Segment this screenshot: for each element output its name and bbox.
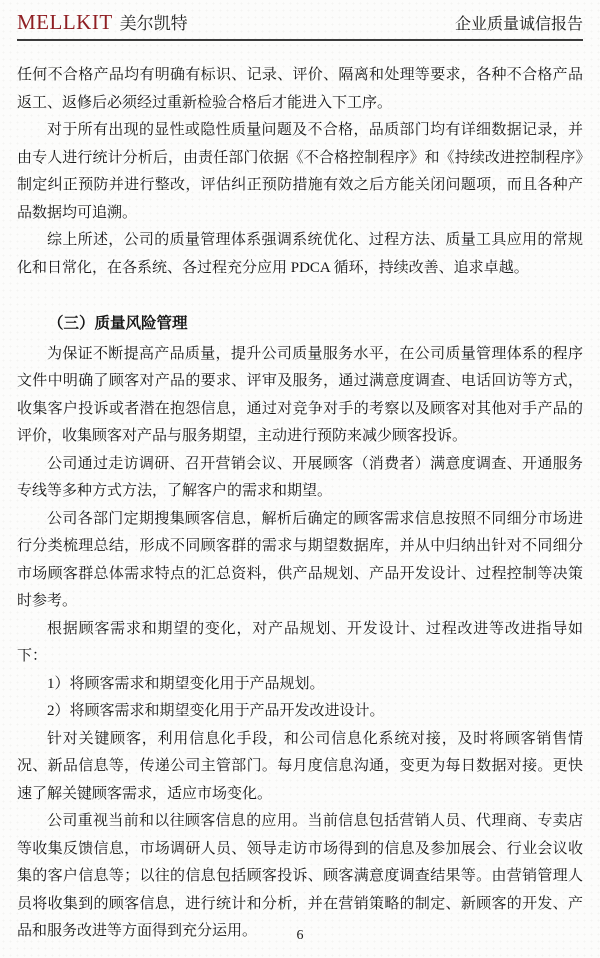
paragraph: 根据顾客需求和期望的变化，对产品规划、开发设计、过程改进等改进指导如下： bbox=[17, 620, 583, 664]
paragraph: 针对关键顾客，利用信息化手段，和公司信息化系统对接，及时将顾客销售情况、新品信息等，传递公司主管部门。每月度信息沟通，变更为每日数据对接。更快速了解关键顾客需求，适应市场变化。 bbox=[17, 730, 583, 802]
paragraph: 任何不合格产品均有明确有标识、记录、评价、隔离和处理等要求，各种不合格产品返工、返修后必须经过重新检验合格后才能进入下工序。 bbox=[17, 67, 583, 111]
section-heading: （三）质量风险管理 bbox=[48, 315, 188, 332]
paragraph: 对于所有出现的显性或隐性质量问题及不合格，品质部门均有详细数据记录，并由专人进行统计分析后，由责任部门依据《不合格控制程序》和《持续改进控制程序》制定纠正预防并进行整改，评估纠正预防措施有效之后方能关闭问题项，而且各种产品数据均可追溯。 bbox=[17, 122, 583, 221]
list-item: 1）将顾客需求和期望变化用于产品规划。 bbox=[47, 675, 325, 692]
list-item: 2）将顾客需求和期望变化用于产品开发改进设计。 bbox=[47, 703, 385, 719]
brand-wordmark-zh: 美尔凯特 bbox=[119, 14, 188, 33]
page-header bbox=[17, 9, 583, 41]
page-number: 6 bbox=[296, 928, 304, 943]
document-body bbox=[17, 62, 583, 946]
report-title: 企业质量诚信报告 bbox=[454, 16, 583, 33]
paragraph: 公司通过走访调研、召开营销会议、开展顾客（消费者）满意度调查、开通服务专线等多种方式方法，了解客户的需求和期望。 bbox=[17, 455, 583, 499]
brand-wordmark-en: MELLKIT bbox=[17, 10, 113, 34]
brand-logo bbox=[17, 9, 188, 35]
paragraph: 公司重视当前和以往顾客信息的应用。当前信息包括营销人员、代理商、专卖店等收集反馈信息，市场调研人员、领导走访市场得到的信息及参加展会、行业会议收集的客户信息等；以往的信息包括顾客投诉、顾客满意度调查结果等。由营销管理人员将收集到的顾客信息，进行统计和分析，并在营销策略的制定、新顾客的开发、产品和服务改进等方面得到充分运用。 bbox=[17, 813, 583, 939]
paragraph: 公司各部门定期搜集顾客信息，解析后确定的顾客需求信息按照不同细分市场进行分类梳理总结，形成不同顾客群的需求与期望数据库，并从中归纳出针对不同细分市场顾客群总体需求特点的汇总资料，供产品规划、产品开发设计、过程控制等决策时参考。 bbox=[17, 510, 583, 609]
paragraph: 综上所述，公司的质量管理体系强调系统优化、过程方法、质量工具应用的常规化和日常化，在各系统、各过程充分应用 PDCA 循环，持续改善、追求卓越。 bbox=[17, 232, 583, 276]
paragraph: 为保证不断提高产品质量，提升公司质量服务水平，在公司质量管理体系的程序文件中明确了顾客对产品的要求、评审及服务，通过满意度调查、电话回访等方式，收集客户投诉或者潜在抱怨信息，通过对竞争对手的考察以及顾客对其他对手产品的评价，收集顾客对产品与服务期望，主动进行预防来减少顾客投诉。 bbox=[17, 345, 583, 444]
